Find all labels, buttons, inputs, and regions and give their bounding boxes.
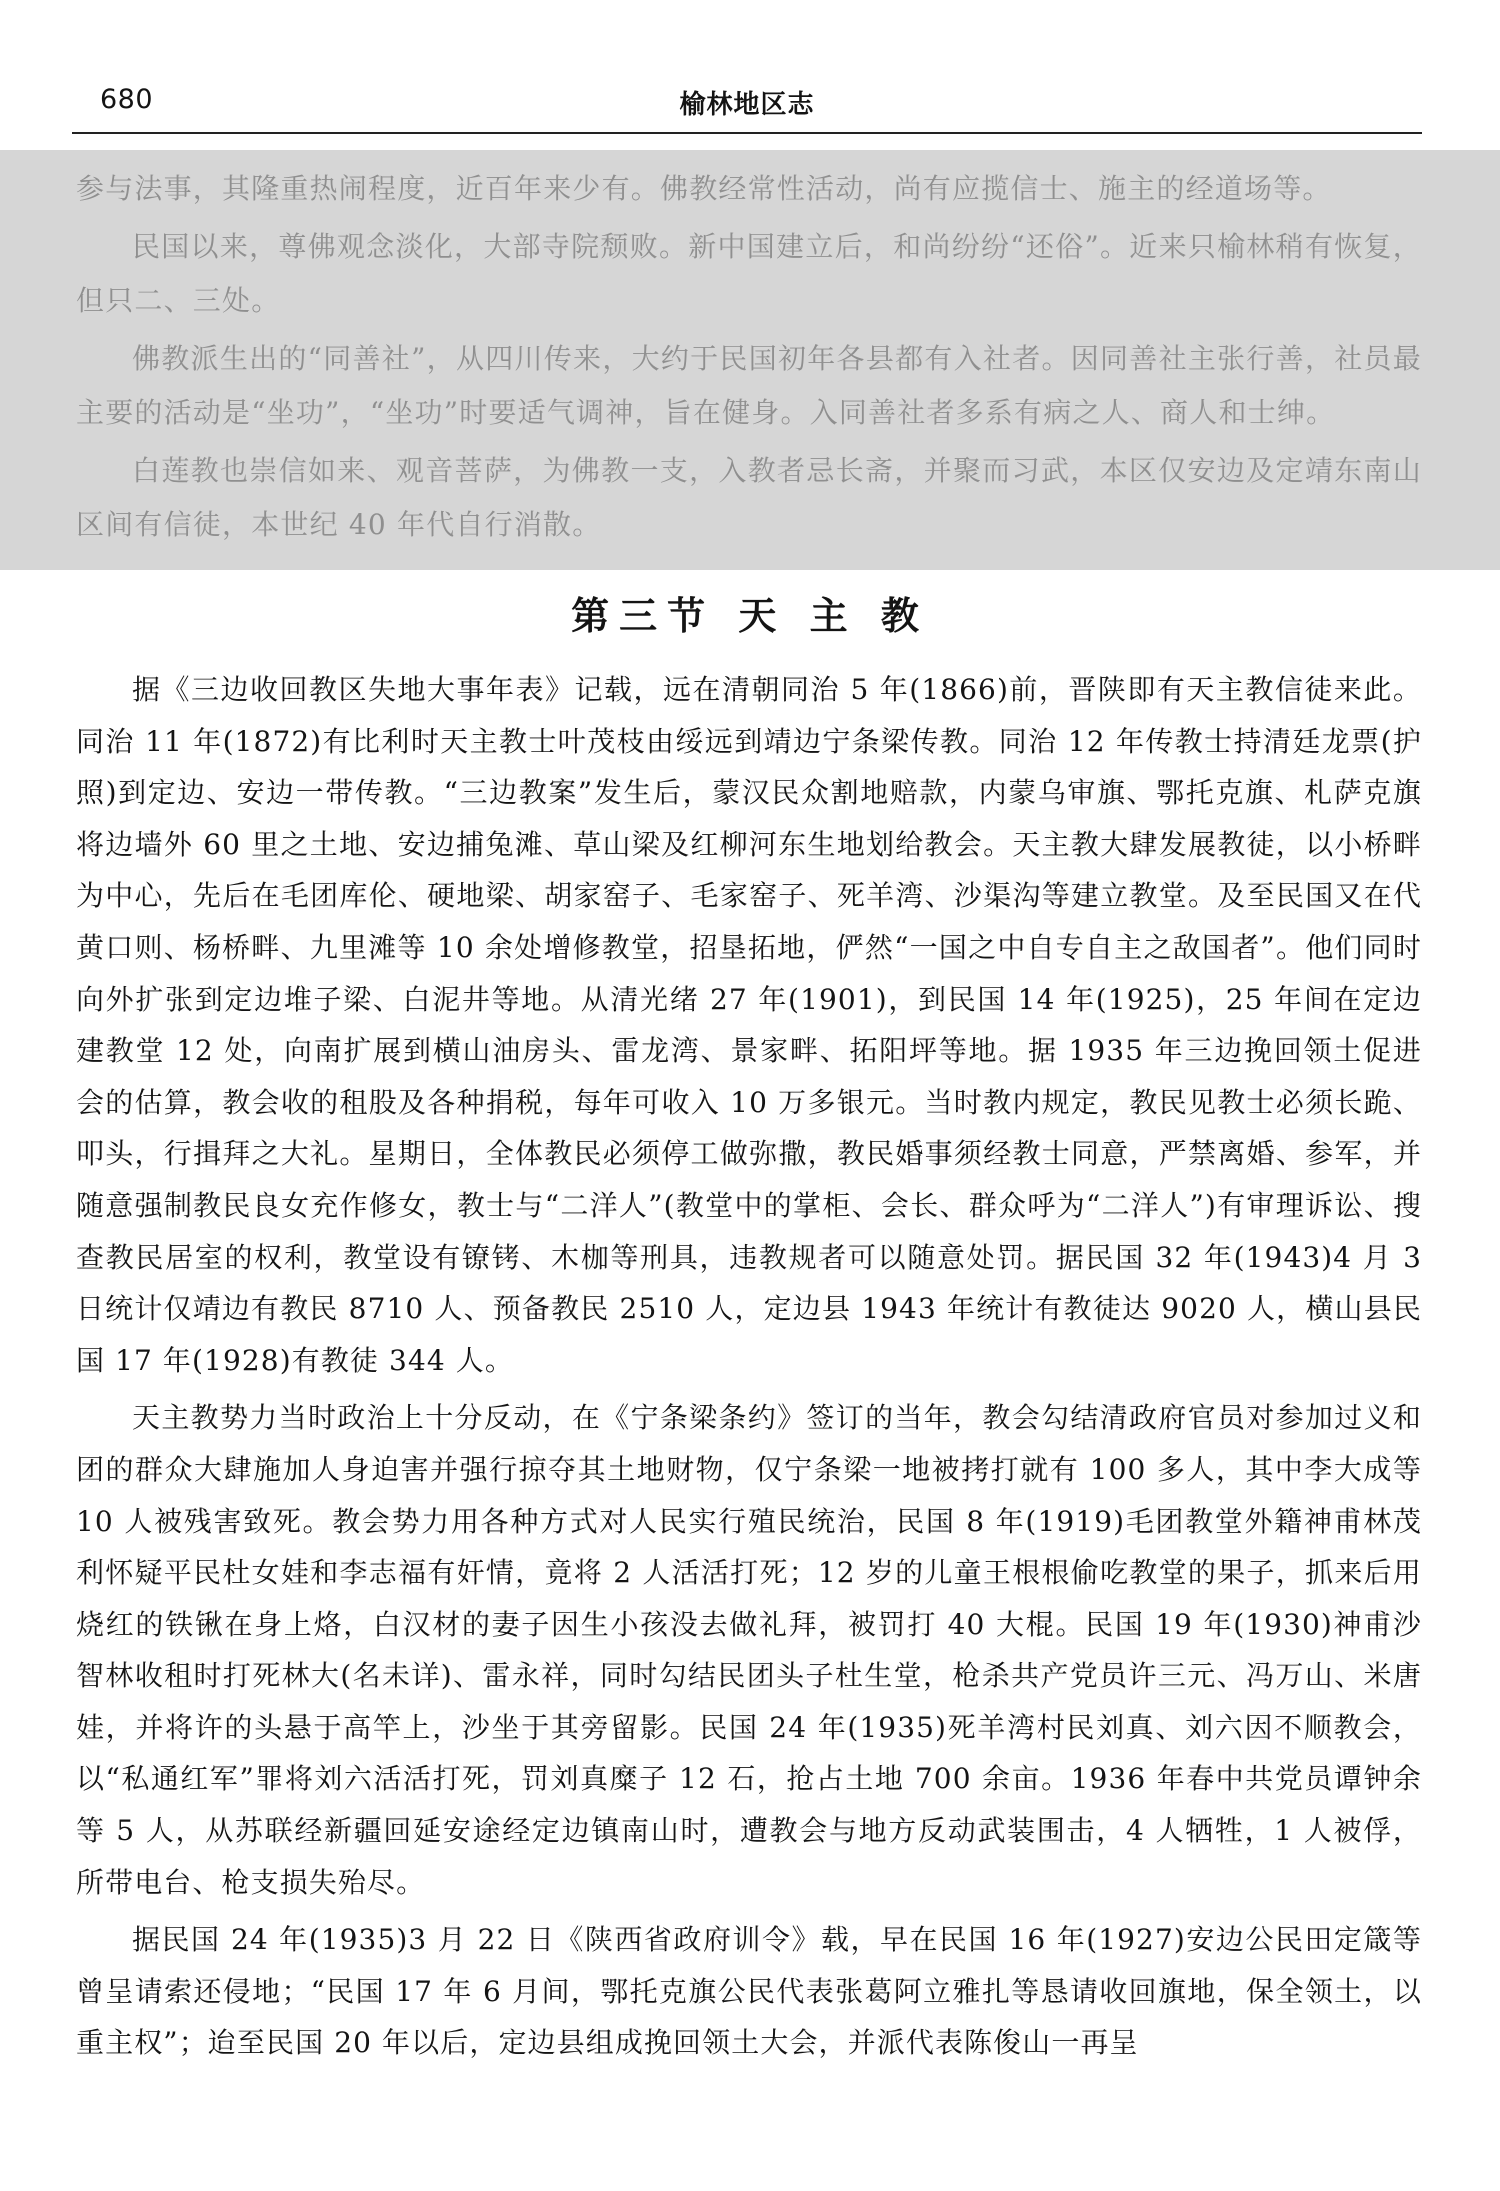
section-title: 第三节 天 主 教 (571, 594, 929, 638)
body-paragraph: 据民国 24 年(1935)3 月 22 日《陕西省政府训令》载，早在民国 16 年(1927)安边公民田定箴等曾呈请索还侵地；“民国 17 年 6 月间，鄂托克旗公民代表张葛阿立雅扎等恳请收回旗地，保全领土，以重主权”；迨至民国 20 年以后，定边县组成挽回领土大会，并派代表陈俊山一再呈 (76, 1923, 1422, 2060)
shaded-paragraph: 佛教派生出的“同善社”，从四川传来，大约于民国初年各县都有入社者。因同善社主张行善，社员最主要的活动是“坐功”，“坐功”时要适气调神，旨在健身。入同善社者多系有病之人、商人和士绅。 (76, 342, 1422, 429)
section-body (76, 664, 1422, 2075)
shaded-paragraph: 民国以来，尊佛观念淡化，大部寺院颓败。新中国建立后，和尚纷纷“还俗”。近来只榆林稍有恢复，但只二、三处。 (76, 230, 1422, 317)
shaded-paragraph: 白莲教也崇信如来、观音菩萨，为佛教一支，入教者忌长斋，并聚而习武，本区仅安边及定靖东南山区间有信徒，本世纪 40 年代自行消散。 (76, 454, 1422, 541)
body-paragraph: 天主教势力当时政治上十分反动，在《宁条梁条约》签订的当年，教会勾结清政府官员对参加过义和团的群众大肆施加人身迫害并强行掠夺其土地财物，仅宁条梁一地被拷打就有 100 多人，其中李大成等 10 人被残害致死。教会势力用各种方式对人民实行殖民统治，民国 8 年(1919)毛团教堂外籍神甫林茂利怀疑平民杜女娃和李志福有奸情，竟将 2 人活活打死；12 岁的儿童王根根偷吃教堂的果子，抓来后用烧红的铁锹在身上烙，白汉材的妻子因生小孩没去做礼拜，被罚打 40 大棍。民国 19 年(1930)神甫沙智林收租时打死林大(名未详)、雷永祥，同时勾结民团头子杜生堂，枪杀共产党员许三元、冯万山、米唐娃，并将许的头悬于高竿上，沙坐于其旁留影。民国 24 年(1935)死羊湾村民刘真、刘六因不顺教会，以“私通红军”罪将刘六活活打死，罚刘真糜子 12 石，抢占土地 700 余亩。1936 年春中共党员谭钟余等 5 人，从苏联经新疆回延安途经定边镇南山时，遭教会与地方反动武装围击，4 人牺牲，1 人被俘，所带电台、枪支损失殆尽。 (76, 1401, 1422, 1899)
page-header (72, 82, 1422, 126)
page-number: 680 (100, 84, 154, 115)
header-rule (72, 132, 1422, 134)
shaded-paragraph: 参与法事，其隆重热闹程度，近百年来少有。佛教经常性活动，尚有应揽信士、施主的经道场等。 (76, 172, 1332, 205)
body-paragraph: 据《三边收回教区失地大事年表》记载，远在清朝同治 5 年(1866)前，晋陕即有天主教信徒来此。同治 11 年(1872)有比利时天主教士叶茂枝由绥远到靖边宁条梁传教。同治 12 年传教士持清廷龙票(护照)到定边、安边一带传教。“三边教案”发生后，蒙汉民众割地赔款，内蒙乌审旗、鄂托克旗、札萨克旗将边墙外 60 里之土地、安边捕兔滩、草山梁及红柳河东生地划给教会。天主教大肆发展教徒，以小桥畔为中心，先后在毛团库伦、硬地梁、胡家窑子、毛家窑子、死羊湾、沙渠沟等建立教堂。及至民国又在代黄口则、杨桥畔、九里滩等 10 余处增修教堂，招垦拓地，俨然“一国之中自专自主之敌国者”。他们同时向外扩张到定边堆子梁、白泥井等地。从清光绪 27 年(1901)，到民国 14 年(1925)，25 年间在定边建教堂 12 处，向南扩展到横山油房头、雷龙湾、景家畔、拓阳坪等地。据 1935 年三边挽回领土促进会的估算，教会收的租股及各种捐税，每年可收入 10 万多银元。当时教内规定，教民见教士必须长跪、叩头，行揖拜之大礼。星期日，全体教民必须停工做弥撒，教民婚事须经教士同意，严禁离婚、参军，并随意强制教民良女充作修女，教士与“二洋人”(教堂中的掌柜、会长、群众呼为“二洋人”)有审理诉讼、搜查教民居室的权利，教堂设有镣铐、木枷等刑具，违教规者可以随意处罚。据民国 32 年(1943)4 月 3 日统计仅靖边有教民 8710 人、预备教民 2510 人，定边县 1943 年统计有教徒达 9020 人，横山县民国 17 年(1928)有教徒 344 人。 (76, 673, 1422, 1377)
shaded-previous-section (76, 162, 1422, 556)
running-title: 榆林地区志 (679, 90, 815, 120)
